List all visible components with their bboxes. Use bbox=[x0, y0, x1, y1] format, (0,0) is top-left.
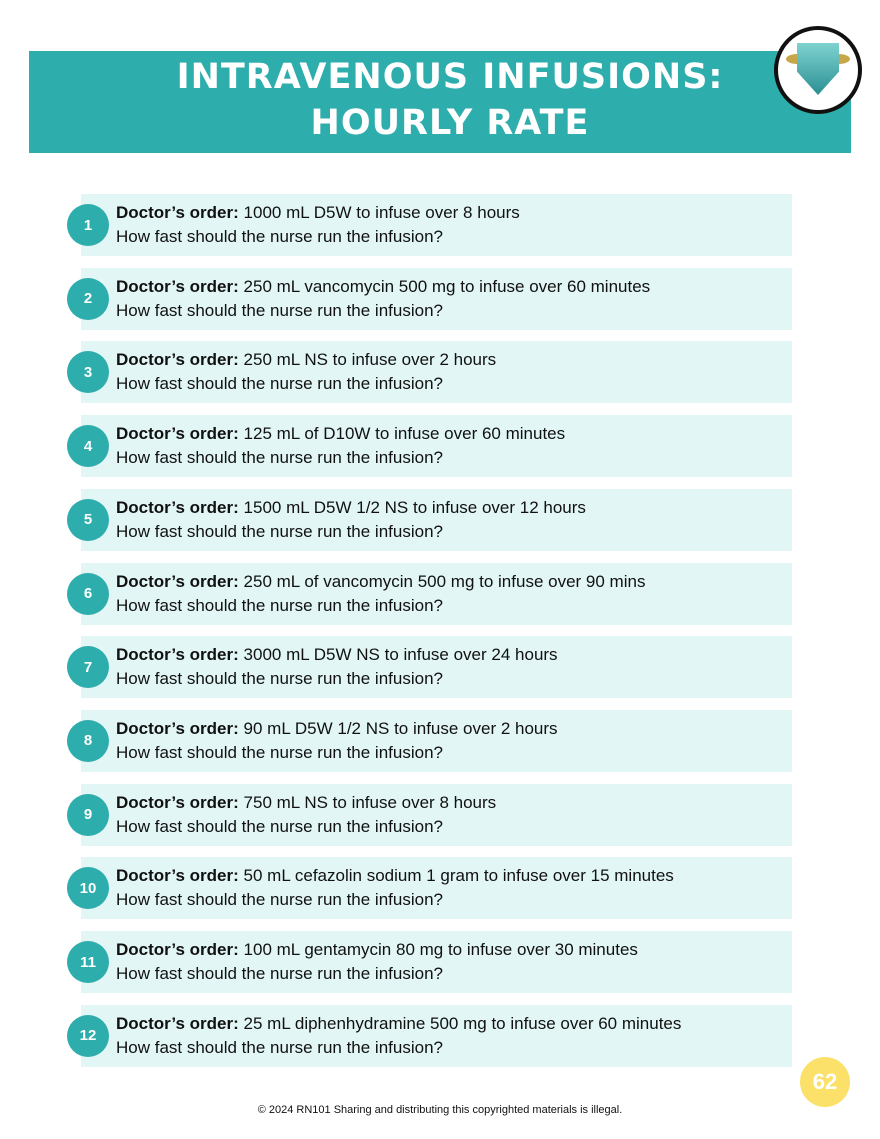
order-label: Doctor’s order: bbox=[116, 497, 239, 517]
doctor-order bbox=[116, 572, 645, 592]
question-number: 6 bbox=[67, 573, 109, 615]
question-text: How fast should the nurse run the infusion? bbox=[116, 816, 443, 836]
doctor-order bbox=[116, 866, 674, 886]
question-number: 12 bbox=[67, 1015, 109, 1057]
order-label: Doctor’s order: bbox=[116, 866, 239, 886]
order-label: Doctor’s order: bbox=[116, 718, 239, 738]
question-item bbox=[81, 1005, 792, 1067]
question-item bbox=[81, 710, 792, 772]
question-text: How fast should the nurse run the infusion? bbox=[116, 890, 443, 910]
order-label: Doctor’s order: bbox=[116, 276, 239, 296]
page-title bbox=[29, 54, 871, 146]
question-item bbox=[81, 341, 792, 403]
order-text: 250 mL vancomycin 500 mg to infuse over 60 minutes bbox=[243, 276, 651, 296]
order-label: Doctor’s order: bbox=[116, 1013, 239, 1033]
question-text: How fast should the nurse run the infusion? bbox=[116, 595, 443, 615]
order-text: 3000 mL D5W NS to infuse over 24 hours bbox=[243, 645, 558, 665]
order-text: 50 mL cefazolin sodium 1 gram to infuse over 15 minutes bbox=[243, 866, 674, 886]
doctor-order bbox=[116, 719, 558, 739]
order-text: 250 mL NS to infuse over 2 hours bbox=[243, 350, 497, 370]
doctor-order bbox=[116, 424, 565, 444]
question-number: 8 bbox=[67, 720, 109, 762]
question-number: 5 bbox=[67, 499, 109, 541]
question-number: 4 bbox=[67, 425, 109, 467]
question-item bbox=[81, 784, 792, 846]
order-label: Doctor’s order: bbox=[116, 645, 239, 665]
order-text: 125 mL of D10W to infuse over 60 minutes bbox=[243, 424, 566, 444]
medical-shield-logo-icon bbox=[774, 26, 862, 114]
order-label: Doctor’s order: bbox=[116, 350, 239, 370]
question-item bbox=[81, 857, 792, 919]
order-text: 250 mL of vancomycin 500 mg to infuse over 90 mins bbox=[243, 571, 646, 591]
question-item bbox=[81, 931, 792, 993]
order-text: 100 mL gentamycin 80 mg to infuse over 30 minutes bbox=[243, 940, 638, 959]
question-number: 11 bbox=[67, 941, 109, 983]
question-text: How fast should the nurse run the infusion? bbox=[116, 521, 443, 541]
question-number: 9 bbox=[67, 794, 109, 836]
question-item bbox=[81, 415, 792, 477]
order-label: Doctor’s order: bbox=[116, 203, 239, 222]
order-text: 1500 mL D5W 1/2 NS to infuse over 12 hours bbox=[243, 497, 586, 517]
order-text: 25 mL diphenhydramine 500 mg to infuse over 60 minutes bbox=[243, 1013, 682, 1033]
question-text: How fast should the nurse run the infusion? bbox=[116, 964, 443, 983]
title-line-2: HOURLY RATE bbox=[310, 103, 590, 143]
order-label: Doctor’s order: bbox=[116, 571, 239, 591]
doctor-order bbox=[116, 1014, 681, 1034]
doctor-order bbox=[116, 498, 586, 518]
title-line-1: INTRAVENOUS INFUSIONS: bbox=[176, 57, 724, 97]
question-item bbox=[81, 194, 792, 256]
question-text: How fast should the nurse run the infusion? bbox=[116, 300, 443, 320]
order-label: Doctor’s order: bbox=[116, 792, 239, 812]
copyright-footer: © 2024 RN101 Sharing and distributing this copyrighted materials is illegal. bbox=[257, 1104, 623, 1116]
shield-icon bbox=[797, 43, 839, 95]
question-text: How fast should the nurse run the infusion? bbox=[116, 1037, 443, 1057]
doctor-order bbox=[116, 277, 650, 297]
doctor-order bbox=[116, 793, 496, 813]
doctor-order bbox=[116, 645, 558, 665]
doctor-order bbox=[116, 350, 496, 370]
question-item bbox=[81, 636, 792, 698]
doctor-order bbox=[116, 940, 638, 960]
question-number: 3 bbox=[67, 351, 109, 393]
question-item bbox=[81, 489, 792, 551]
question-text: How fast should the nurse run the infusion? bbox=[116, 742, 443, 762]
question-number: 10 bbox=[67, 867, 109, 909]
question-text: How fast should the nurse run the infusion? bbox=[116, 227, 443, 246]
doctor-order bbox=[116, 203, 520, 223]
order-text: 90 mL D5W 1/2 NS to infuse over 2 hours bbox=[243, 718, 558, 738]
order-text: 750 mL NS to infuse over 8 hours bbox=[243, 792, 497, 812]
order-text: 1000 mL D5W to infuse over 8 hours bbox=[243, 203, 520, 222]
question-text: How fast should the nurse run the infusion? bbox=[116, 669, 443, 689]
question-number: 1 bbox=[67, 204, 109, 246]
question-number: 2 bbox=[67, 278, 109, 320]
order-label: Doctor’s order: bbox=[116, 424, 239, 444]
question-number: 7 bbox=[67, 646, 109, 688]
question-item bbox=[81, 563, 792, 625]
question-text: How fast should the nurse run the infusion? bbox=[116, 448, 443, 468]
order-label: Doctor’s order: bbox=[116, 940, 239, 959]
page-number-badge: 62 bbox=[800, 1057, 850, 1107]
question-text: How fast should the nurse run the infusion? bbox=[116, 374, 443, 394]
question-item bbox=[81, 268, 792, 330]
